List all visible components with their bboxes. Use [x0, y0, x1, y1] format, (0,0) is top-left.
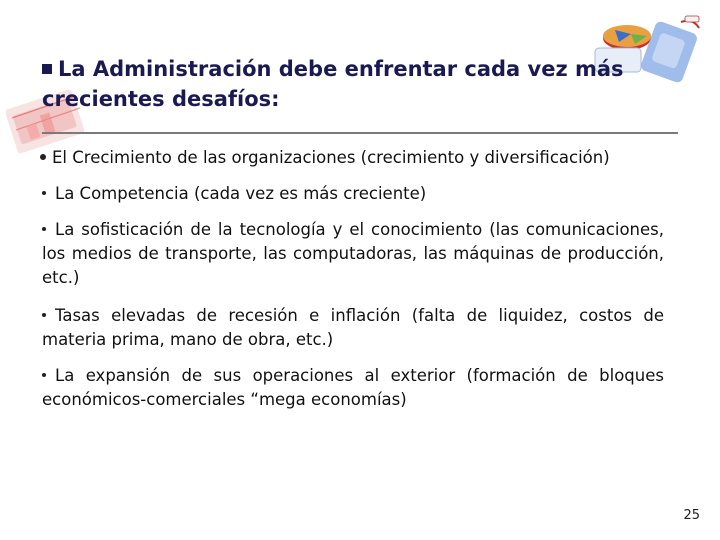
bullet-icon — [42, 313, 46, 317]
title-bullet-icon — [42, 64, 52, 74]
slide-title-text: La Administración debe enfrentar cada vez más crecientes desafíos: — [42, 57, 624, 111]
bullet-icon — [42, 373, 46, 377]
slide-title — [42, 54, 682, 114]
bullet-item — [42, 218, 664, 290]
bullet-item — [42, 364, 664, 412]
page-number: 25 — [683, 508, 700, 523]
bullet-icon — [40, 154, 46, 160]
bullet-item — [42, 182, 664, 206]
bullet-text: Tasas elevadas de recesión e inflación (falta de liquidez, costos de materia prima, mano de obra, etc.) — [42, 306, 664, 349]
bullet-text: La sofisticación de la tecnología y el conocimiento (las comunicaciones, los medios de transporte, las computadoras, las máquinas de producción, etc.) — [42, 220, 664, 287]
bullet-item — [40, 146, 680, 170]
bullet-text: El Crecimiento de las organizaciones (crecimiento y diversificación) — [52, 148, 610, 167]
bullet-icon — [42, 191, 46, 195]
bullet-text: La Competencia (cada vez es más creciente) — [55, 184, 427, 203]
bullet-text: La expansión de sus operaciones al exterior (formación de bloques económicos-comerciales “mega economías) — [42, 366, 664, 409]
title-divider — [42, 132, 678, 134]
bullet-item — [42, 304, 664, 352]
bullet-icon — [42, 227, 46, 231]
